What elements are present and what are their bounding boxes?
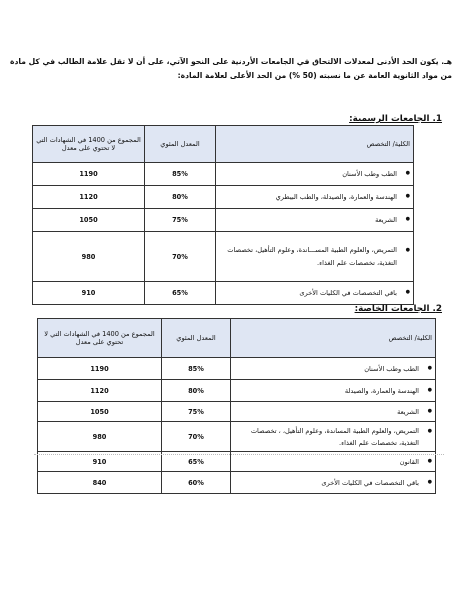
specialization-text: ● الطب وطب الأسنان: [219, 170, 410, 178]
specialization-text: ● الطب وطب الأسنان: [234, 365, 432, 373]
table-row: [38, 380, 436, 402]
section-title-private: 2. الجامعات الخاصة:: [354, 304, 442, 314]
specialization-text: ● الهندسة والعمارة، والصيدلة، والطب البيطري: [219, 193, 410, 201]
row-specialization: [216, 209, 414, 232]
header-rate: المعدل المئوي: [145, 126, 216, 163]
specialization-text: ● باقي التخصصات في الكليات الأخرى: [219, 289, 410, 297]
table-row: [33, 232, 414, 282]
table-header-row: [38, 319, 436, 358]
table-header-row: [33, 126, 414, 163]
header-specialization: الكلية/ التخصص: [231, 319, 436, 358]
table-row: [38, 422, 436, 452]
specialization-text: ● الشريعة: [234, 408, 432, 416]
row-rate: 85%: [145, 163, 216, 186]
header-total: المجموع من 1400 في الشهادات التي لا تحتوي على معدل: [33, 126, 145, 163]
row-total: 1120: [38, 380, 162, 402]
intro-paragraph: هـ. يكون الحد الأدنى لمعدلات الالتحاق في الجامعات الأردنية على النحو الآتي، على أن لا تقل علامة الطالب في كل مادة من مواد الثانوية العامة عن ما نسبته (50 %) من الحد الأعلى لعلامة المادة:: [10, 57, 452, 80]
row-total: 910: [33, 282, 145, 305]
row-rate: 65%: [162, 452, 231, 472]
row-total: 840: [38, 472, 162, 494]
row-total: 980: [33, 232, 145, 282]
row-specialization: [216, 186, 414, 209]
row-specialization: [216, 232, 414, 282]
specialization-text: ● باقي التخصصات في الكليات الأخرى: [234, 479, 432, 487]
header-total: المجموع من 1400 في الشهادات التي لا تحتوي على معدل: [38, 319, 162, 358]
specialization-text: ● الشريعة: [219, 216, 410, 224]
specialization-text: ● التمريض، والعلوم الطبية المساندة، وعلوم التأهيل، ، تخصصات التغذية، تخصصات علم الغذاء.: [234, 425, 432, 449]
row-specialization: [231, 472, 436, 494]
table-row: [38, 472, 436, 494]
row-rate: 75%: [162, 402, 231, 422]
row-rate: 60%: [162, 472, 231, 494]
specialization-text: ● القانون: [234, 458, 432, 466]
public-universities-table: [32, 125, 414, 305]
row-specialization: [231, 422, 436, 452]
row-rate: 65%: [145, 282, 216, 305]
row-specialization: [231, 402, 436, 422]
row-rate: 80%: [145, 186, 216, 209]
specialization-text: ● التمريض، والعلوم الطبية المســـاندة، وعلوم التأهيل، تخصصات التغذية، تخصصات علم الغذاء.: [219, 244, 410, 270]
row-total: 980: [38, 422, 162, 452]
row-specialization: [231, 358, 436, 380]
table-row: [38, 402, 436, 422]
row-total: 1190: [33, 163, 145, 186]
row-total: 1120: [33, 186, 145, 209]
row-specialization: [231, 380, 436, 402]
row-specialization: [216, 163, 414, 186]
section-title-public: 1. الجامعات الرسمية:: [349, 114, 442, 124]
row-specialization: [216, 282, 414, 305]
footer-divider: [34, 454, 444, 455]
row-total: 1050: [33, 209, 145, 232]
row-rate: 80%: [162, 380, 231, 402]
row-total: 910: [38, 452, 162, 472]
row-rate: 70%: [145, 232, 216, 282]
row-total: 1050: [38, 402, 162, 422]
row-rate: 85%: [162, 358, 231, 380]
private-universities-table: [37, 318, 436, 494]
table-row: [33, 282, 414, 305]
table-row: [33, 163, 414, 186]
table-row: [33, 209, 414, 232]
table-row: [38, 358, 436, 380]
row-rate: 75%: [145, 209, 216, 232]
header-specialization: الكلية/ التخصص: [216, 126, 414, 163]
row-rate: 70%: [162, 422, 231, 452]
table-row: [33, 186, 414, 209]
row-total: 1190: [38, 358, 162, 380]
specialization-text: ● الهندسة والعمارة، والصيدلة: [234, 387, 432, 395]
header-rate: المعدل المئوي: [162, 319, 231, 358]
